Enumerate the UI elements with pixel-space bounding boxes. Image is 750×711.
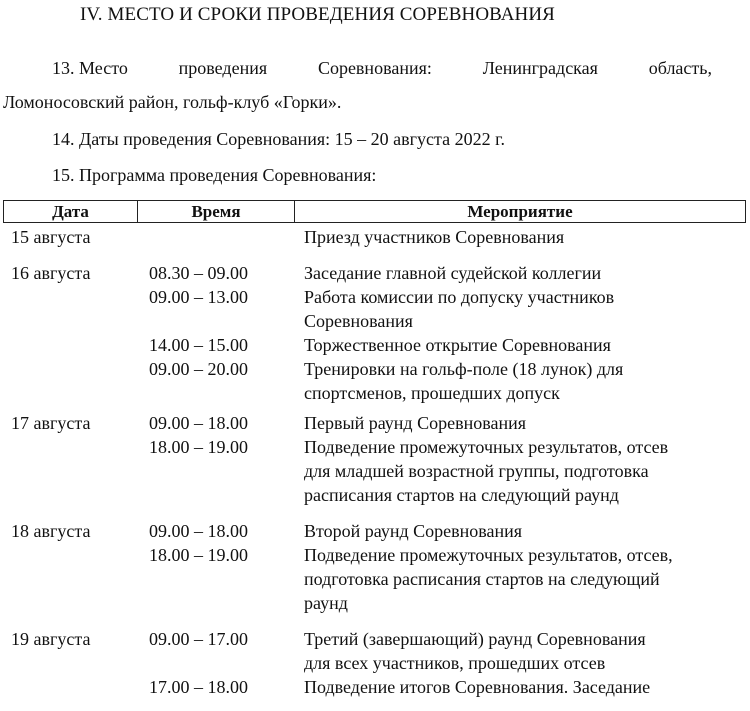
entry-time: 09.00 – 13.00	[149, 287, 248, 307]
entry-time: 09.00 – 20.00	[149, 359, 248, 379]
entry-time: 09.00 – 18.00	[149, 413, 248, 433]
entry-event: для всех участников, прошедших отсев	[304, 653, 606, 673]
p13-word: Ленинградская	[482, 58, 598, 78]
entry-event: Соревнования	[304, 311, 413, 331]
schedule-table-header	[3, 200, 746, 223]
paragraph-15: 15. Программа проведения Соревнования:	[52, 165, 377, 185]
entry-time: 09.00 – 17.00	[149, 629, 248, 649]
row-date: 15 августа	[11, 227, 91, 247]
header-event: Мероприятие	[467, 202, 573, 221]
entry-event: Подведение промежуточных результатов, отсев,	[304, 545, 673, 565]
entry-event: Подведение итогов Соревнования. Заседание	[304, 677, 651, 697]
entry-event: для младшей возрастной группы, подготовка	[304, 461, 649, 481]
entry-event: Заседание главной судейской коллегии	[304, 263, 602, 283]
entry-time: 18.00 – 19.00	[149, 437, 248, 457]
entry-time: 14.00 – 15.00	[149, 335, 248, 355]
entry-event: раунд	[304, 593, 348, 613]
p13-word: Соревнования:	[317, 58, 432, 78]
entry-event: Первый раунд Соревнования	[304, 413, 527, 433]
entry-event: расписания стартов на следующий раунд	[304, 485, 619, 505]
row-date: 19 августа	[11, 629, 91, 649]
entry-event: Подведение промежуточных результатов, отсев	[304, 437, 669, 457]
entry-time: 18.00 – 19.00	[149, 545, 248, 565]
entry-event: Приезд участников Соревнования	[304, 227, 565, 247]
paragraph-13	[52, 58, 712, 79]
section-heading: IV. МЕСТО И СРОКИ ПРОВЕДЕНИЯ СОРЕВНОВАНИЯ	[80, 4, 555, 25]
entry-event: Торжественное открытие Соревнования	[304, 335, 611, 355]
entry-event: Третий (завершающий) раунд Соревнования	[304, 629, 646, 649]
paragraph-14: 14. Даты проведения Соревнования: 15 – 20 августа 2022 г.	[52, 129, 505, 149]
entry-event: Тренировки на гольф-поле (18 лунок) для	[304, 359, 624, 379]
entry-event: спортсменов, прошедших допуск	[304, 383, 560, 403]
entry-event: Второй раунд Соревнования	[304, 521, 523, 541]
p13-word: область,	[648, 58, 712, 78]
entry-time: 09.00 – 18.00	[149, 521, 248, 541]
row-date: 17 августа	[11, 413, 91, 433]
header-date: Дата	[4, 201, 138, 222]
entry-time: 08.30 – 09.00	[149, 263, 248, 283]
entry-time: 17.00 – 18.00	[149, 677, 248, 697]
row-date: 18 августа	[11, 521, 91, 541]
entry-event: подготовка расписания стартов на следующий	[304, 569, 660, 589]
entry-event: Работа комиссии по допуску участников	[304, 287, 615, 307]
p13-word: проведения	[178, 58, 268, 78]
paragraph-13-continuation: Ломоносовский район, гольф-клуб «Горки».	[3, 92, 342, 112]
header-time: Время	[138, 201, 295, 222]
row-date: 16 августа	[11, 263, 91, 283]
p13-word: 13. Место	[52, 58, 128, 78]
